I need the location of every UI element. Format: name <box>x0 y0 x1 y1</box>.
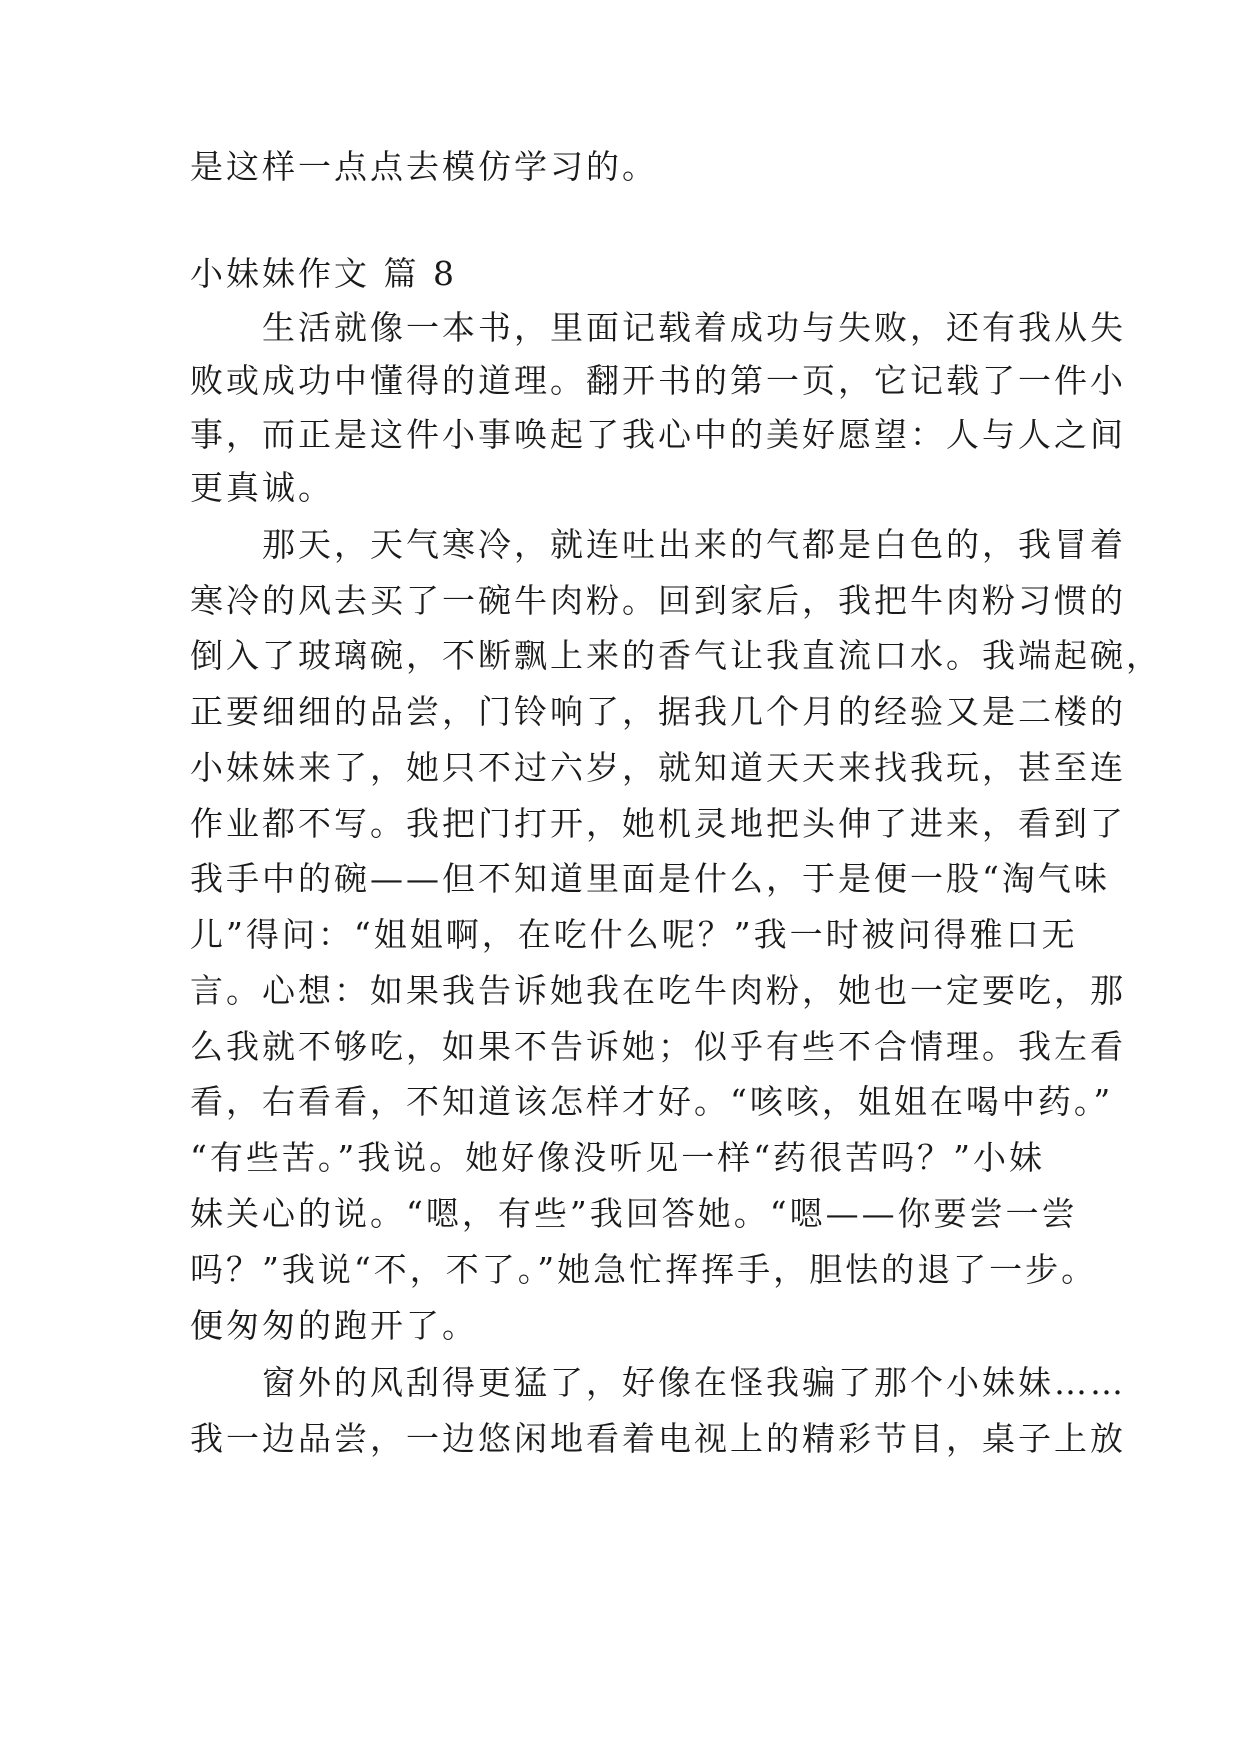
text-line: 败或成功中懂得的道理。翻开书的第一页，它记载了一件小 <box>190 361 1126 400</box>
text-line: 言。心想：如果我告诉她我在吃牛肉粉，她也一定要吃，那 <box>190 971 1126 1010</box>
text-line: 那天，天气寒冷，就连吐出来的气都是白色的，我冒着 <box>190 525 1126 564</box>
section-title: 小妹妹作文 篇 8 <box>190 254 457 293</box>
text-line: 小妹妹来了，她只不过六岁，就知道天天来找我玩，甚至连 <box>190 748 1126 787</box>
text-line: 倒入了玻璃碗，不断飘上来的香气让我直流口水。我端起碗， <box>190 636 1162 675</box>
text-line: 便匆匆的跑开了。 <box>190 1306 478 1345</box>
text-line: “有些苦。”我说。她好像没听见一样“药很苦吗？”小妹 <box>190 1138 1045 1177</box>
text-line: 我一边品尝，一边悠闲地看着电视上的精彩节目，桌子上放 <box>190 1419 1126 1458</box>
text-line: 吗？”我说“不，不了。”她急忙挥挥手，胆怯的退了一步。 <box>190 1250 1098 1289</box>
text-line: 儿”得问：“姐姐啊，在吃什么呢？”我一时被问得雅口无 <box>190 915 1078 954</box>
text-line: 事，而正是这件小事唤起了我心中的美好愿望：人与人之间 <box>190 415 1126 454</box>
text-line: 更真诚。 <box>190 468 334 507</box>
text-line: 作业都不写。我把门打开，她机灵地把头伸了进来，看到了 <box>190 804 1126 843</box>
text-line: 正要细细的品尝，门铃响了，据我几个月的经验又是二楼的 <box>190 692 1126 731</box>
text-line: 寒冷的风去买了一碗牛肉粉。回到家后，我把牛肉粉习惯的 <box>190 581 1126 620</box>
text-line: 窗外的风刮得更猛了，好像在怪我骗了那个小妹妹…… <box>190 1363 1126 1402</box>
carryover-text: 是这样一点点去模仿学习的。 <box>190 147 658 186</box>
text-line: 生活就像一本书，里面记载着成功与失败，还有我从失 <box>190 308 1126 347</box>
text-line: 看，右看看，不知道该怎样才好。“咳咳，姐姐在喝中药。” <box>190 1082 1114 1121</box>
text-line: 妹关心的说。“嗯，有些”我回答她。“嗯——你要尝一尝 <box>190 1194 1078 1233</box>
text-line: 我手中的碗——但不知道里面是什么，于是便一股“淘气味 <box>190 859 1110 898</box>
text-line: 么我就不够吃，如果不告诉她；似乎有些不合情理。我左看 <box>190 1027 1126 1066</box>
